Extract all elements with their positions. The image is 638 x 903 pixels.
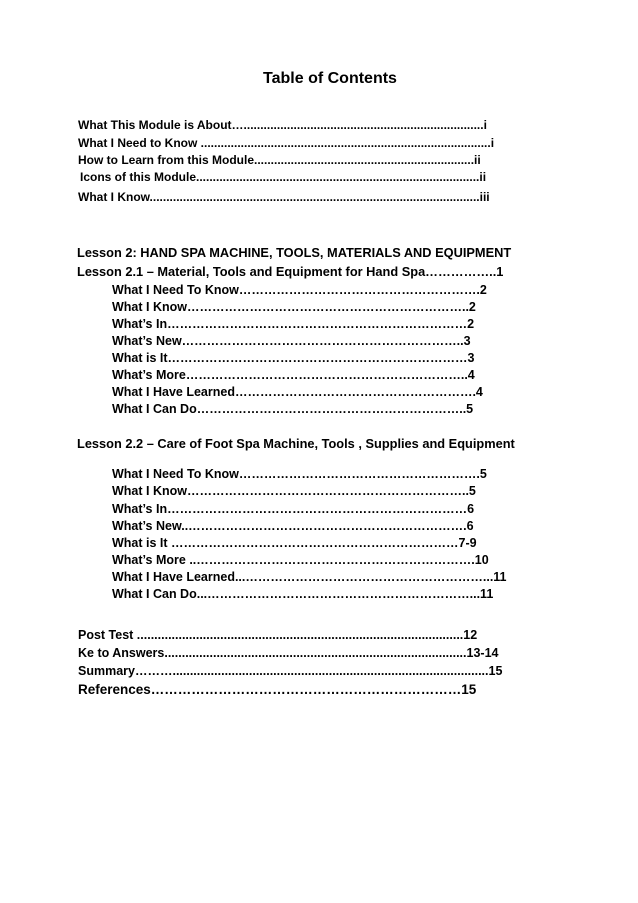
lesson-2-1-item[interactable]: What I Need To Know………………………………………………….2 bbox=[112, 283, 487, 297]
lesson-2-2-heading[interactable]: Lesson 2.2 – Care of Foot Spa Machine, Tools , Supplies and Equipment bbox=[77, 436, 515, 451]
lesson-2-1-item[interactable]: What’s New…………………………………………………………..3 bbox=[112, 334, 471, 348]
lesson-2-2-item[interactable]: What I Can Do...………………………………………………………...11 bbox=[112, 587, 494, 601]
lesson-2-2-item[interactable]: What’s In………………………………………………………………6 bbox=[112, 502, 475, 516]
toc-entry-post-test[interactable]: Post Test ..............................................................................................12 bbox=[78, 628, 478, 642]
toc-entry-what-i-know[interactable]: What I Know...................................................................................................iii bbox=[78, 190, 490, 204]
toc-entry-need-to-know[interactable]: What I Need to Know .......................................................................................i bbox=[78, 136, 495, 150]
lesson-2-1-item[interactable]: What I Have Learned………………………………………………….4 bbox=[112, 385, 483, 399]
toc-entry-how-to-learn[interactable]: How to Learn from this Module..................................................................ii bbox=[78, 153, 481, 167]
lesson-2-2-item[interactable]: What is It ……………………………………………………………7-9 bbox=[112, 536, 477, 550]
lesson-2-1-item[interactable]: What’s In………………………………………………………………2 bbox=[112, 317, 475, 331]
lesson-2-2-item[interactable]: What’s More ..………………………………………………………….10 bbox=[112, 553, 489, 567]
toc-entry-icons[interactable]: Icons of this Module.....................................................................................ii bbox=[80, 170, 487, 184]
lesson-2-2-item[interactable]: What I Need To Know………………………………………………….5 bbox=[112, 467, 487, 481]
toc-entry-key-to-answers[interactable]: Ke to Answers.......................................................................................13-14 bbox=[78, 646, 499, 660]
toc-entry-summary[interactable]: Summary………...........................................................................................15 bbox=[78, 664, 503, 678]
page-title: Table of Contents bbox=[263, 70, 397, 87]
lesson-2-2-item[interactable]: What’s New..………………………………………………………….6 bbox=[112, 519, 474, 533]
toc-entry-references[interactable]: References……………………………………………………………15 bbox=[78, 682, 477, 697]
lesson-2-2-item[interactable]: What I Know…………………………………………………………..5 bbox=[112, 484, 476, 498]
lesson-2-1-item[interactable]: What I Can Do………………………………………………………..5 bbox=[112, 402, 474, 416]
lesson-2-1-heading[interactable]: Lesson 2.1 – Material, Tools and Equipment for Hand Spa……………..1 bbox=[77, 264, 504, 279]
toc-entry-module-about[interactable]: What This Module is About…........................................................................i bbox=[78, 118, 487, 132]
lesson-2-heading[interactable]: Lesson 2: HAND SPA MACHINE, TOOLS, MATERIALS AND EQUIPMENT bbox=[77, 245, 512, 260]
lesson-2-1-item[interactable]: What I Know…………………………………………………………..2 bbox=[112, 300, 476, 314]
lesson-2-2-item[interactable]: What I Have Learned...…………………………………………………...11 bbox=[112, 570, 507, 584]
lesson-2-1-item[interactable]: What’s More…………………………………………………………..4 bbox=[112, 368, 475, 382]
lesson-2-1-item[interactable]: What is It………………………………………………………………3 bbox=[112, 351, 475, 365]
